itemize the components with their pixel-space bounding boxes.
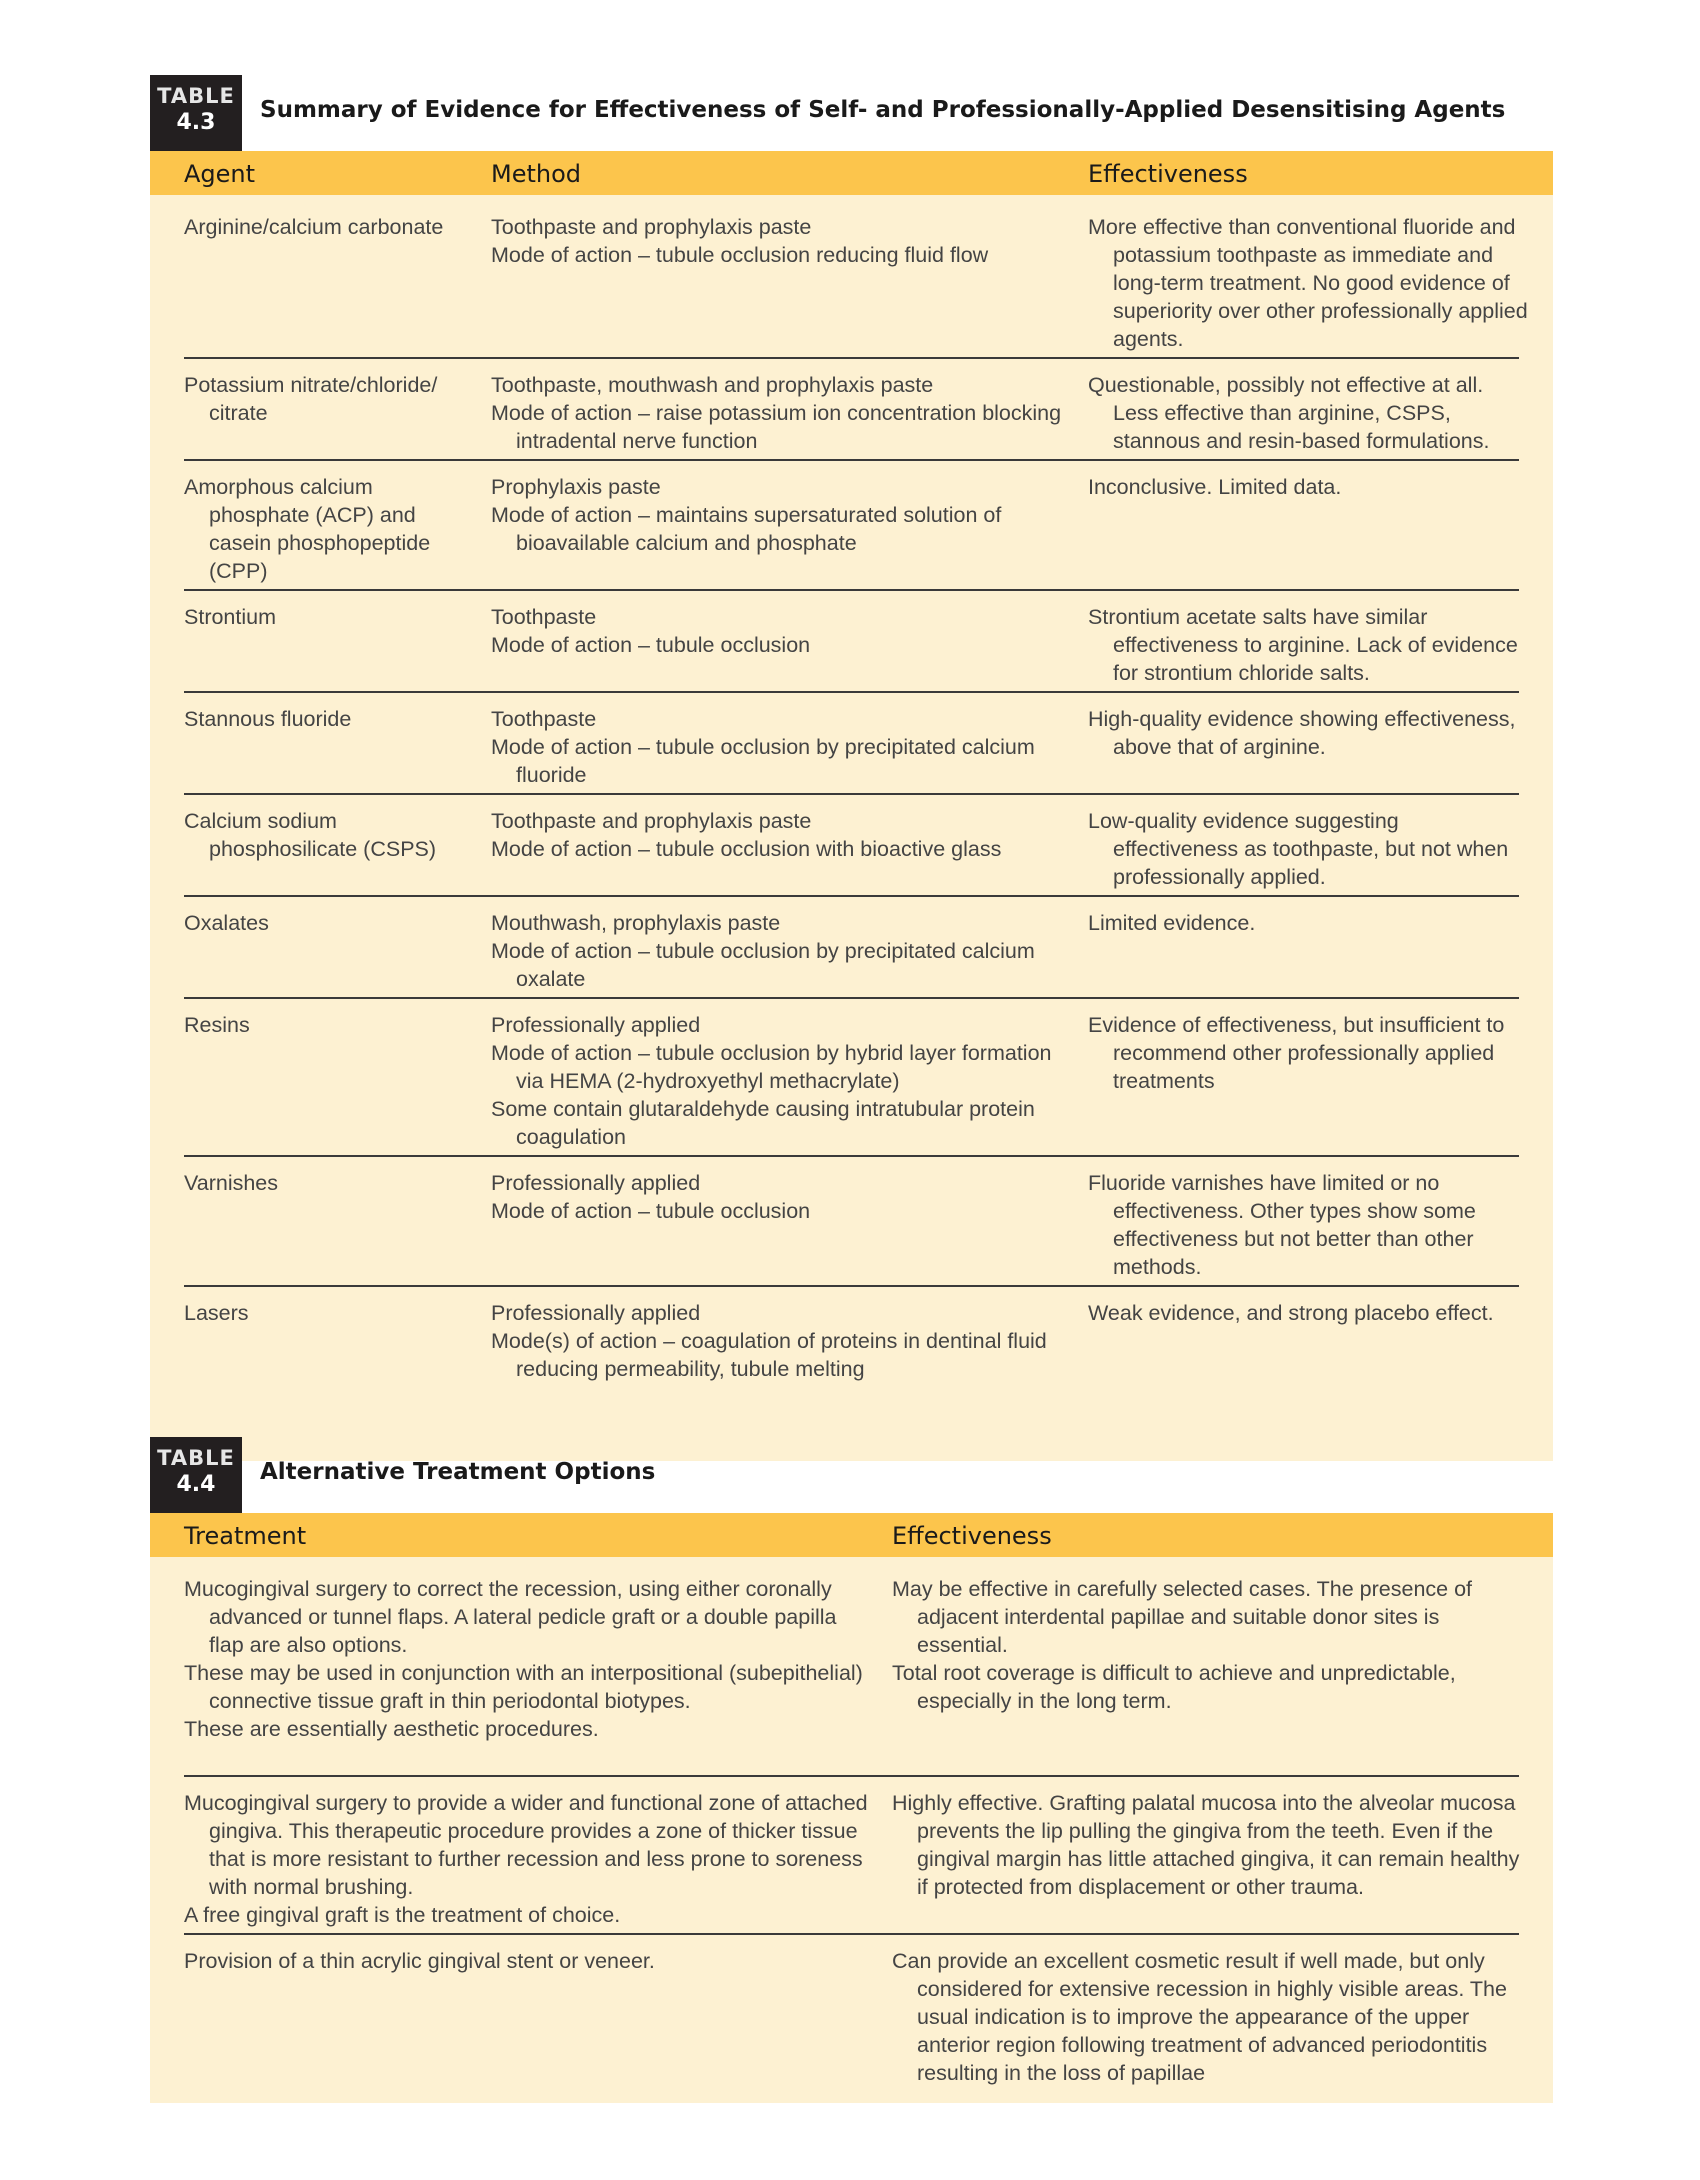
effectiveness-cell bbox=[892, 1947, 1528, 2087]
agent-text: Strontium bbox=[184, 605, 277, 629]
method-line: Toothpaste, mouthwash and prophylaxis paste bbox=[491, 373, 934, 397]
effectiveness-text: More effective than conventional fluoride and potassium toothpaste as immediate and long-term treatment. No good evidence of superiority over other professionally applied agents. bbox=[1088, 215, 1528, 351]
agent-text: Potassium nitrate/chloride/ citrate bbox=[184, 373, 438, 425]
table-row bbox=[184, 693, 1519, 795]
effectiveness-cell bbox=[1088, 1011, 1528, 1095]
method-line: Prophylaxis paste bbox=[491, 475, 661, 499]
treatment-line: Mucogingival surgery to correct the recession, using either coronally advanced or tunnel flaps. A lateral pedicle graft or a double papilla flap are also options. bbox=[184, 1577, 837, 1657]
effectiveness-line: Total root coverage is difficult to achieve and unpredictable, especially in the long term. bbox=[892, 1661, 1456, 1713]
column-header-effectiveness: Effectiveness bbox=[1088, 160, 1248, 188]
table-row bbox=[184, 897, 1519, 999]
effectiveness-cell bbox=[1088, 705, 1528, 761]
table-row bbox=[184, 201, 1528, 359]
method-line: Mode of action – tubule occlusion bbox=[491, 1199, 811, 1223]
method-cell bbox=[491, 371, 1071, 455]
table-body bbox=[150, 151, 1553, 1461]
effectiveness-text: Fluoride varnishes have limited or no effectiveness. Other types show some effectiveness but not better than other methods. bbox=[1088, 1171, 1476, 1279]
method-line: Toothpaste bbox=[491, 707, 597, 731]
effectiveness-line: May be effective in carefully selected cases. The presence of adjacent interdental papillae and suitable donor sites is essential. bbox=[892, 1577, 1473, 1657]
method-line: Professionally applied bbox=[491, 1013, 701, 1037]
column-header-agent: Agent bbox=[184, 160, 256, 188]
badge-number: 4.3 bbox=[176, 110, 216, 135]
table-row bbox=[184, 461, 1519, 591]
agent-text: Stannous fluoride bbox=[184, 707, 352, 731]
column-header-effectiveness: Effectiveness bbox=[892, 1522, 1052, 1550]
method-line: Mouthwash, prophylaxis paste bbox=[491, 911, 781, 935]
method-cell bbox=[491, 1169, 1071, 1225]
agent-cell bbox=[184, 1299, 474, 1327]
method-line: Toothpaste and prophylaxis paste bbox=[491, 809, 812, 833]
table-row bbox=[184, 1287, 1519, 1387]
treatment-line: These are essentially aesthetic procedures. bbox=[184, 1717, 599, 1741]
table-caption bbox=[150, 1437, 1553, 1513]
effectiveness-text: Strontium acetate salts have similar effectiveness to arginine. Lack of evidence for strontium chloride salts. bbox=[1088, 605, 1518, 685]
treatment-cell bbox=[184, 1575, 874, 1743]
agent-cell bbox=[184, 807, 474, 863]
method-cell bbox=[491, 603, 1071, 659]
treatment-line: A free gingival graft is the treatment of choice. bbox=[184, 1903, 621, 1927]
table-row bbox=[184, 1563, 1519, 1777]
effectiveness-text: Evidence of effectiveness, but insufficient to recommend other professionally applied treatments bbox=[1088, 1013, 1505, 1093]
effectiveness-text: Questionable, possibly not effective at all. Less effective than arginine, CSPS, stannous and resin-based formulations. bbox=[1088, 373, 1490, 453]
table-badge bbox=[150, 75, 242, 151]
method-cell bbox=[491, 705, 1071, 789]
method-line: Toothpaste bbox=[491, 605, 597, 629]
table-row bbox=[184, 795, 1519, 897]
agent-text: Varnishes bbox=[184, 1171, 279, 1195]
table-row bbox=[184, 359, 1519, 461]
method-line: Mode of action – tubule occlusion by precipitated calcium oxalate bbox=[491, 939, 1035, 991]
treatment-line: These may be used in conjunction with an interpositional (subepithelial) connective tissue graft in thin periodontal biotypes. bbox=[184, 1661, 863, 1713]
agent-cell bbox=[184, 371, 474, 427]
method-line: Professionally applied bbox=[491, 1301, 701, 1325]
badge-number: 4.4 bbox=[176, 1472, 216, 1497]
table-caption bbox=[150, 75, 1553, 151]
effectiveness-cell bbox=[892, 1789, 1528, 1901]
method-cell bbox=[491, 1011, 1071, 1151]
method-cell bbox=[491, 473, 1071, 557]
treatment-cell bbox=[184, 1947, 874, 1975]
agent-cell bbox=[184, 909, 474, 937]
agent-text: Arginine/calcium carbonate bbox=[184, 215, 444, 239]
table-header-row bbox=[150, 151, 1553, 195]
table-badge bbox=[150, 1437, 242, 1513]
agent-text: Resins bbox=[184, 1013, 250, 1037]
effectiveness-text: High-quality evidence showing effectiveness, above that of arginine. bbox=[1088, 707, 1516, 759]
effectiveness-cell bbox=[1088, 807, 1528, 891]
agent-cell bbox=[184, 473, 474, 585]
method-line: Mode of action – tubule occlusion by precipitated calcium fluoride bbox=[491, 735, 1035, 787]
effectiveness-cell bbox=[892, 1575, 1528, 1715]
effectiveness-line: Can provide an excellent cosmetic result if well made, but only considered for extensive recession in highly visible areas. The usual indication is to improve the appearance of the upper anterior region following treatment of advanced periodontitis resulting in the loss of papillae bbox=[892, 1949, 1507, 2085]
treatment-line: Mucogingival surgery to provide a wider and functional zone of attached gingiva. This therapeutic procedure provides a zone of thicker tissue that is more resistant to further recession and less prone to soreness with normal brushing. bbox=[184, 1791, 868, 1899]
method-line: Mode of action – maintains supersaturated solution of bioavailable calcium and phosphate bbox=[491, 503, 1002, 555]
method-cell bbox=[491, 807, 1071, 863]
method-line: Mode of action – tubule occlusion with bioactive glass bbox=[491, 837, 1002, 861]
badge-word: TABLE bbox=[157, 84, 235, 108]
effectiveness-cell bbox=[1088, 213, 1528, 353]
badge-word: TABLE bbox=[157, 1446, 235, 1470]
table-row bbox=[184, 1935, 1519, 2105]
column-header-method: Method bbox=[491, 160, 582, 188]
table-row bbox=[184, 591, 1519, 693]
table-row bbox=[184, 999, 1519, 1157]
agent-text: Lasers bbox=[184, 1301, 249, 1325]
treatment-cell bbox=[184, 1789, 874, 1929]
table-4-3 bbox=[150, 75, 1553, 1461]
agent-cell bbox=[184, 1169, 474, 1197]
method-line: Mode of action – tubule occlusion by hybrid layer formation via HEMA (2-hydroxyethyl methacrylate) bbox=[491, 1041, 1052, 1093]
column-header-treatment: Treatment bbox=[184, 1522, 307, 1550]
method-cell bbox=[491, 213, 1071, 269]
effectiveness-cell bbox=[1088, 371, 1528, 455]
treatment-line: Provision of a thin acrylic gingival stent or veneer. bbox=[184, 1949, 655, 1973]
method-cell bbox=[491, 909, 1071, 993]
agent-cell bbox=[184, 213, 474, 241]
effectiveness-cell bbox=[1088, 1169, 1528, 1281]
method-line: Mode of action – tubule occlusion reducing fluid flow bbox=[491, 243, 989, 267]
table-header-row bbox=[150, 1513, 1553, 1557]
method-line: Mode(s) of action – coagulation of proteins in dentinal fluid reducing permeability, tubule melting bbox=[491, 1329, 1047, 1381]
agent-cell bbox=[184, 603, 474, 631]
table-4-4 bbox=[150, 1437, 1553, 2103]
agent-text: Oxalates bbox=[184, 911, 269, 935]
effectiveness-text: Low-quality evidence suggesting effectiveness as toothpaste, but not when professionally applied. bbox=[1088, 809, 1509, 889]
effectiveness-cell bbox=[1088, 473, 1528, 501]
effectiveness-text: Inconclusive. Limited data. bbox=[1088, 475, 1342, 499]
effectiveness-line: Highly effective. Grafting palatal mucosa into the alveolar mucosa prevents the lip pulling the gingiva from the teeth. Even if the gingival margin has little attached gingiva, it can remain healthy if protected from displacement or other trauma. bbox=[892, 1791, 1520, 1899]
table-row bbox=[184, 1157, 1519, 1287]
agent-cell bbox=[184, 1011, 474, 1039]
method-line: Some contain glutaraldehyde causing intratubular protein coagulation bbox=[491, 1097, 1035, 1149]
effectiveness-text: Limited evidence. bbox=[1088, 911, 1256, 935]
effectiveness-cell bbox=[1088, 1299, 1528, 1327]
table-row bbox=[184, 1777, 1519, 1935]
agent-text: Amorphous calcium phosphate (ACP) and casein phosphopeptide (CPP) bbox=[184, 475, 431, 583]
method-line: Professionally applied bbox=[491, 1171, 701, 1195]
effectiveness-cell bbox=[1088, 603, 1528, 687]
method-line: Toothpaste and prophylaxis paste bbox=[491, 215, 812, 239]
method-line: Mode of action – tubule occlusion bbox=[491, 633, 811, 657]
table-body bbox=[150, 1513, 1553, 2103]
table-title: Alternative Treatment Options bbox=[260, 1459, 656, 1485]
agent-cell bbox=[184, 705, 474, 733]
table-title: Summary of Evidence for Effectiveness of Self- and Professionally-Applied Desensitising Agents bbox=[260, 97, 1506, 123]
effectiveness-text: Weak evidence, and strong placebo effect. bbox=[1088, 1301, 1494, 1325]
agent-text: Calcium sodium phosphosilicate (CSPS) bbox=[184, 809, 437, 861]
effectiveness-cell bbox=[1088, 909, 1528, 937]
method-cell bbox=[491, 1299, 1071, 1383]
method-line: Mode of action – raise potassium ion concentration blocking intradental nerve function bbox=[491, 401, 1062, 453]
